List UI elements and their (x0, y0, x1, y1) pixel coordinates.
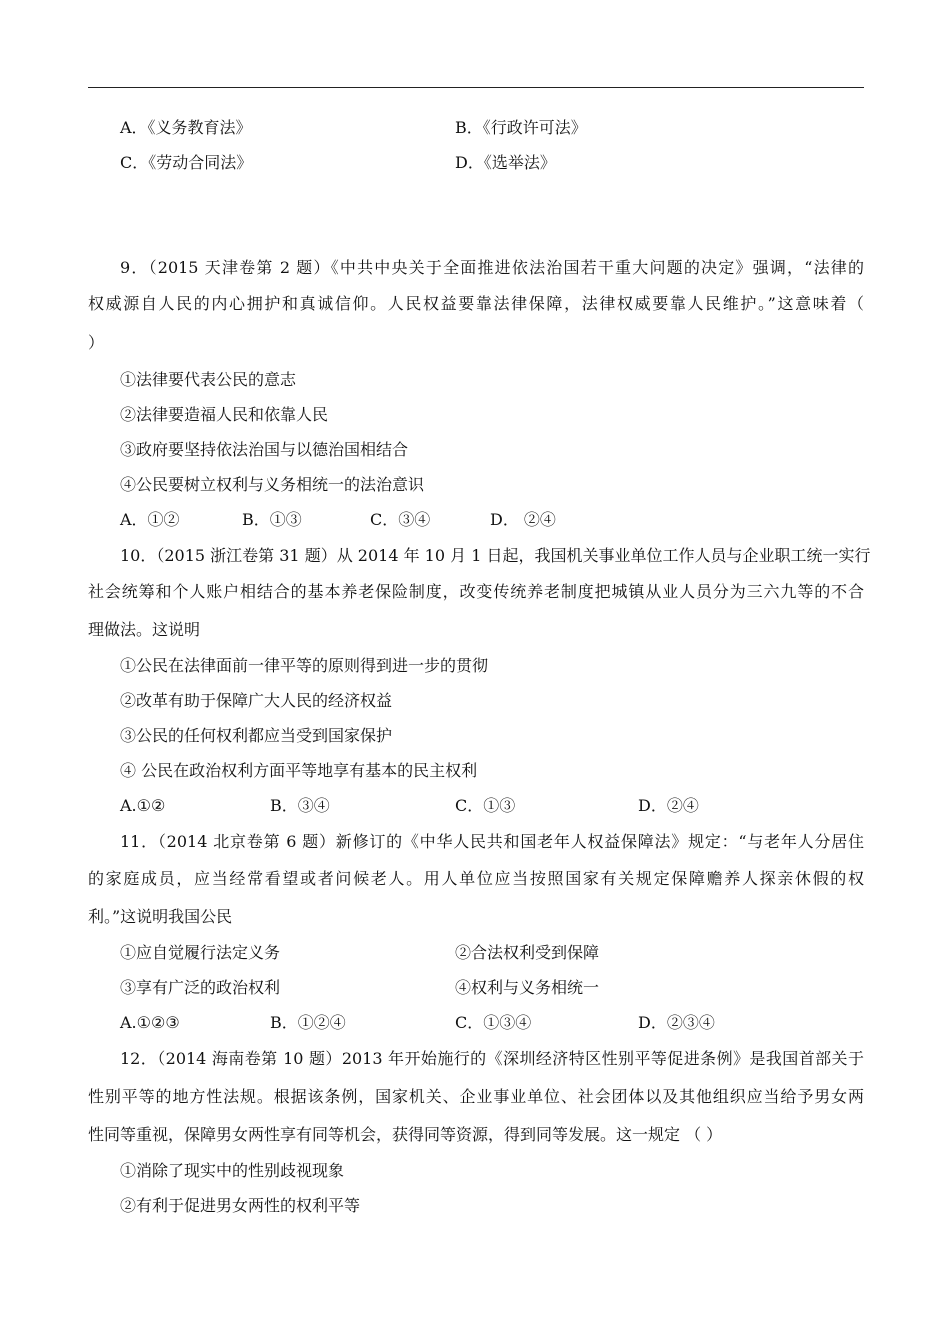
q8-option-b: B．《行政许可法》 (455, 118, 587, 137)
q9-stem-line3: ） (88, 333, 105, 352)
q11-item-3: ③享有广泛的政治权利 (120, 978, 281, 997)
header-rule (88, 87, 864, 88)
q10-option-b: B．③④ (270, 796, 330, 815)
q10-stem-line3: 理做法。这说明 (88, 620, 201, 639)
q9-option-c: C．③④ (370, 510, 431, 529)
q11-option-d: D．②③④ (638, 1013, 715, 1032)
q11-option-a: A.①②③ (120, 1013, 180, 1032)
q11-stem-line1: 11．（2014 北京卷第 6 题）新修订的《中华人民共和国老年人权益保障法》规定：“与老年人分居住 (120, 832, 864, 851)
q9-option-a: A．①② (120, 510, 180, 529)
q10-item-1: ①公民在法律面前一律平等的原则得到进一步的贯彻 (120, 656, 489, 675)
q11-item-4: ④权利与义务相统一 (455, 978, 600, 997)
q9-item-2: ②法律要造福人民和依靠人民 (120, 405, 329, 424)
q8-option-a: A．《义务教育法》 (120, 118, 252, 137)
q12-item-1: ①消除了现实中的性别歧视现象 (120, 1161, 345, 1180)
q9-stem-line1: 9．（2015 天津卷第 2 题）《中共中央关于全面推进依法治国若干重大问题的决定》强调，“法律的 (120, 258, 864, 277)
q11-option-c: C．①③④ (455, 1013, 532, 1032)
q10-item-3: ③公民的任何权利都应当受到国家保护 (120, 726, 393, 745)
q10-stem-line1: 10．（2015 浙江卷第 31 题）从 2014 年 10 月 1 日起，我国机关事业单位工作人员与企业职工统一实行 (120, 546, 871, 565)
q8-option-d: D．《选举法》 (455, 153, 556, 172)
q10-option-d: D．②④ (638, 796, 699, 815)
q11-item-2: ②合法权利受到保障 (455, 943, 600, 962)
q10-item-2: ②改革有助于保障广大人民的经济权益 (120, 691, 393, 710)
q11-stem-line3: 利。”这说明我国公民 (88, 907, 233, 926)
q12-item-2: ②有利于促进男女两性的权利平等 (120, 1196, 361, 1215)
q12-stem-line2: 性别平等的地方性法规。根据该条例，国家机关、企业事业单位、社会团体以及其他组织应当给予男女两 (88, 1087, 864, 1106)
q9-item-4: ④公民要树立权利与义务相统一的法治意识 (120, 475, 425, 494)
q11-item-1: ①应自觉履行法定义务 (120, 943, 281, 962)
q9-option-b: B．①③ (242, 510, 302, 529)
q10-option-a: A.①② (120, 796, 166, 815)
q12-stem-line1: 12．（2014 海南卷第 10 题）2013 年开始施行的《深圳经济特区性别平等促进条例》是我国首部关于 (120, 1049, 864, 1068)
q10-stem-line2: 社会统筹和个人账户相结合的基本养老保险制度，改变传统养老制度把城镇从业人员分为三六九等的不合 (88, 582, 864, 601)
q11-stem-line2: 的家庭成员，应当经常看望或者问候老人。用人单位应当按照国家有关规定保障赡养人探亲休假的权 (88, 869, 864, 888)
q9-option-d: D． ②④ (490, 510, 556, 529)
q8-option-c: C．《劳动合同法》 (120, 153, 253, 172)
q9-stem-line2: 权威源自人民的内心拥护和真诚信仰。人民权益要靠法律保障，法律权威要靠人民维护。”这意味着（ (88, 294, 864, 313)
q9-item-3: ③政府要坚持依法治国与以德治国相结合 (120, 440, 409, 459)
q9-item-1: ①法律要代表公民的意志 (120, 370, 297, 389)
q11-option-b: B．①②④ (270, 1013, 346, 1032)
q10-option-c: C．①③ (455, 796, 516, 815)
q10-item-4: ④ 公民在政治权利方面平等地享有基本的民主权利 (120, 761, 478, 780)
q12-stem-line3: 性同等重视，保障男女两性享有同等机会，获得同等资源，得到同等发展。这一规定 （ ） (88, 1125, 723, 1144)
